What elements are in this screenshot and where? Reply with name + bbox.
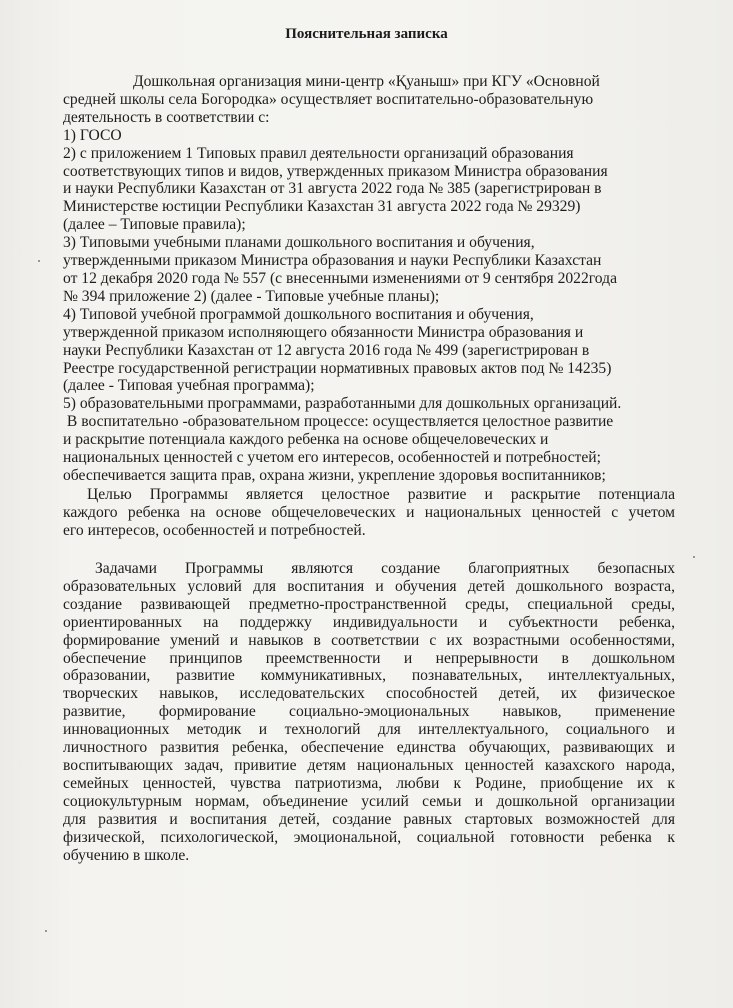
- text-line: науки Республики Казахстан от 12 августа 2016 года № 499 (зарегистрирован в: [63, 341, 590, 359]
- text-line: личностного развития ребенка, обеспечение единства обучающих, развивающих и: [63, 739, 675, 757]
- text-line: творческих навыков, исследовательских способностей детей, их физическое: [63, 685, 675, 703]
- list-item-2: 2) с приложением 1 Типовых правил деятельности организаций образования: [63, 144, 574, 162]
- text-line: формирование умений и навыков в соответствии с их возрастными особенностями,: [63, 631, 675, 649]
- list-item-5: 5) образовательными программами, разработанными для дошкольных организаций.: [63, 395, 622, 413]
- text-line: В воспитательно -образовательном процессе: осуществляется целостное развитие: [63, 413, 614, 431]
- text-line: образовательных условий для воспитания и обучения детей дошкольного возраста,: [63, 577, 675, 595]
- text-line: каждого ребенка на основе общечеловеческих и национальных ценностей с учетом: [63, 503, 675, 521]
- text-line: утвержденной приказом исполняющего обязанности Министра образования и: [63, 323, 584, 341]
- list-item-4: 4) Типовой учебной программой дошкольного воспитания и обучения,: [63, 305, 534, 323]
- text-line: образовании, развитие коммуникативных, познавательных, интеллектуальных,: [63, 667, 675, 685]
- text-line: инновационных методик и технологий для интеллектуального, социального и: [63, 721, 675, 739]
- text-line: развитие, формирование социально-эмоциональных навыков, применение: [63, 703, 675, 721]
- text-line: национальных ценностей с учетом его интересов, особенностей и потребностей;: [63, 449, 601, 467]
- text-line: ориентированных на поддержку индивидуальности и субъектности ребенка,: [63, 613, 675, 631]
- intro-paragraph: [63, 73, 675, 485]
- text-line: обеспечивается защита прав, охрана жизни, укрепление здоровья воспитанников;: [63, 466, 606, 484]
- scan-speck: [693, 556, 695, 558]
- text-line: Реестре государственной регистрации нормативных правовых актов под № 14235): [63, 359, 612, 377]
- text-line: № 394 приложение 2) (далее - Типовые учебные планы);: [63, 287, 440, 305]
- text-line: социокультурным нормам, объединение усилий семьи и дошкольной организации: [63, 792, 675, 810]
- text-line: утвержденными приказом Министра образования и науки Республики Казахстан: [63, 252, 602, 270]
- text-line: семейных ценностей, чувства патриотизма, любви к Родине, приобщение их к: [63, 774, 675, 792]
- goal-paragraph: [63, 486, 675, 540]
- text-line: Задачами Программы являются создание благоприятных безопасных: [95, 560, 675, 577]
- document-title: Пояснительная записка: [285, 26, 448, 42]
- text-line: и науки Республики Казахстан от 31 августа 2022 года № 385 (зарегистрирован в: [63, 180, 602, 198]
- text-line: Целью Программы является целостное развитие и раскрытие потенциала: [87, 486, 675, 503]
- list-item-3: 3) Типовыми учебными планами дошкольного воспитания и обучения,: [63, 234, 535, 252]
- scan-speck: [45, 930, 47, 932]
- text-line: Министерстве юстиции Республики Казахстан 31 августа 2022 года № 29329): [63, 198, 581, 216]
- text-line: деятельность в соответствии с:: [63, 108, 270, 126]
- list-item-1: 1) ГОСО: [63, 126, 122, 144]
- text-line: его интересов, особенностей и потребностей.: [63, 521, 366, 539]
- text-line: средней школы села Богородка» осуществляет воспитательно-образовательную: [63, 90, 594, 108]
- text-line: Дошкольная организация мини-центр «Қуаныш» при КГУ «Основной: [133, 73, 600, 90]
- text-line: (далее - Типовая учебная программа);: [63, 377, 315, 395]
- tasks-paragraph: [63, 560, 675, 864]
- text-line: (далее – Типовые правила);: [63, 216, 246, 234]
- text-line: создание развивающей предметно-пространственной среды, специальной среды,: [63, 595, 675, 613]
- text-line: соответствующих типов и видов, утвержденных приказом Министра образования: [63, 162, 608, 180]
- text-line: от 12 декабря 2020 года № 557 (с внесенными изменениями от 9 сентября 2022года: [63, 269, 617, 287]
- text-line: физической, психологической, эмоциональной, социальной готовности ребенка к: [63, 828, 675, 846]
- text-line: воспитывающих задач, привитие детям национальных ценностей казахского народа,: [63, 756, 675, 774]
- text-line: и раскрытие потенциала каждого ребенка на основе общечеловеческих и: [63, 431, 549, 449]
- scan-speck: [38, 260, 40, 262]
- text-line: обучению в школе.: [63, 846, 190, 864]
- text-line: обеспечение принципов преемственности и непрерывности в дошкольном: [63, 649, 675, 667]
- text-line: для развития и воспитания детей, создание равных стартовых возможностей для: [63, 810, 675, 828]
